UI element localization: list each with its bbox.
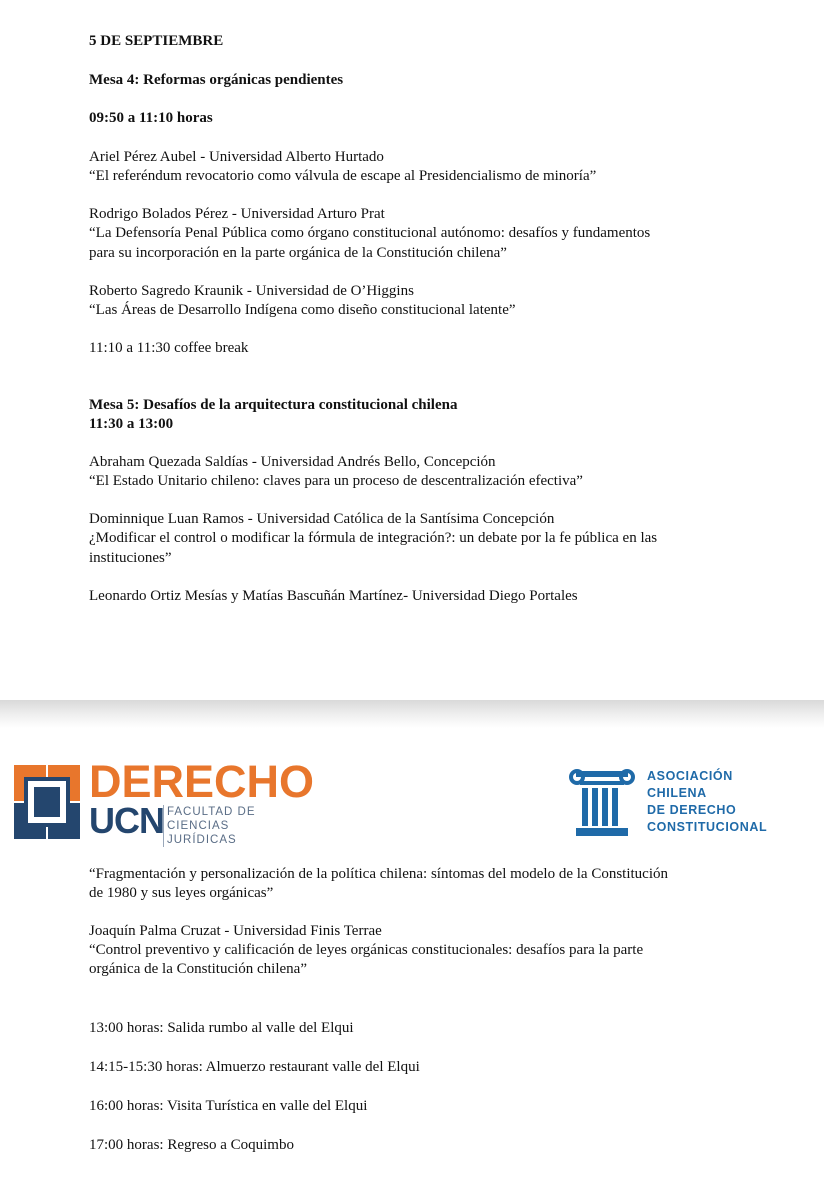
talk-title: “Control preventivo y calificación de leyes orgánicas constitucionales: desafíos para la parte [89, 942, 644, 958]
coffee-break: 11:10 a 11:30 coffee break [89, 340, 249, 356]
column-logo-icon [568, 768, 636, 838]
talk-title: “El referéndum revocatorio como válvula de escape al Presidencialismo de minoría” [89, 168, 597, 184]
talk-title: orgánica de la Constitución chilena” [89, 961, 307, 977]
talk-title: “Fragmentación y personalización de la política chilena: síntomas del modelo de la Constitución [89, 866, 669, 882]
mesa-5-title: Mesa 5: Desafíos de la arquitectura constitucional chilena [89, 397, 458, 413]
talk-title: ¿Modificar el control o modificar la fórmula de integración?: un debate por la fe pública en las [89, 530, 658, 546]
mesa-4-title: Mesa 4: Reformas orgánicas pendientes [89, 72, 344, 88]
talk-speaker: Dominnique Luan Ramos - Universidad Católica de la Santísima Concepción [89, 511, 555, 527]
ucn-subtitle-line: CIENCIAS JURÍDICAS [167, 820, 237, 846]
acdc-logo-line: CONSTITUCIONAL [647, 820, 768, 834]
mesa-5-time: 11:30 a 13:00 [89, 416, 174, 432]
talk-title: “El Estado Unitario chileno: claves para un proceso de descentralización efectiva” [89, 473, 583, 489]
talk-speaker: Leonardo Ortiz Mesías y Matías Bascuñán Martínez- Universidad Diego Portales [89, 588, 578, 604]
talk-speaker: Rodrigo Bolados Pérez - Universidad Arturo Prat [89, 206, 385, 222]
schedule-item: 16:00 horas: Visita Turística en valle del Elqui [89, 1098, 368, 1114]
talk-speaker: Ariel Pérez Aubel - Universidad Alberto Hurtado [89, 149, 384, 165]
talk-title: de 1980 y sus leyes orgánicas” [89, 885, 274, 901]
talk-speaker: Roberto Sagredo Kraunik - Universidad de O’Higgins [89, 283, 414, 299]
talk-speaker: Joaquín Palma Cruzat - Universidad Finis Terrae [89, 923, 382, 939]
schedule-item: 14:15-15:30 horas: Almuerzo restaurant valle del Elqui [89, 1059, 420, 1075]
schedule-item: 17:00 horas: Regreso a Coquimbo [89, 1137, 294, 1153]
ucn-logo-abbr: UCN [89, 800, 164, 841]
date-heading: 5 DE SEPTIEMBRE [89, 33, 224, 49]
ucn-subtitle-line: FACULTAD DE [167, 806, 256, 818]
mesa-4-time: 09:50 a 11:10 horas [89, 110, 213, 126]
talk-title: instituciones” [89, 550, 172, 566]
schedule-item: 13:00 horas: Salida rumbo al valle del Elqui [89, 1020, 354, 1036]
acdc-logo-line: DE DERECHO [647, 803, 737, 817]
acdc-logo-line: CHILENA [647, 786, 707, 800]
talk-speaker: Abraham Quezada Saldías - Universidad Andrés Bello, Concepción [89, 454, 496, 470]
talk-title: “Las Áreas de Desarrollo Indígena como diseño constitucional latente” [89, 302, 516, 318]
talk-title: para su incorporación en la parte orgánica de la Constitución chilena” [89, 245, 507, 261]
acdc-logo-text [647, 768, 767, 836]
ucn-logo-subtitle [163, 805, 289, 847]
ucn-logo-mark [14, 765, 80, 839]
acdc-logo-line: ASOCIACIÓN [647, 769, 733, 783]
ucn-logo-word: DERECHO [89, 756, 315, 807]
page-separator [0, 700, 824, 728]
talk-title: “La Defensoría Penal Pública como órgano constitucional autónomo: desafíos y fundamentos [89, 225, 651, 241]
